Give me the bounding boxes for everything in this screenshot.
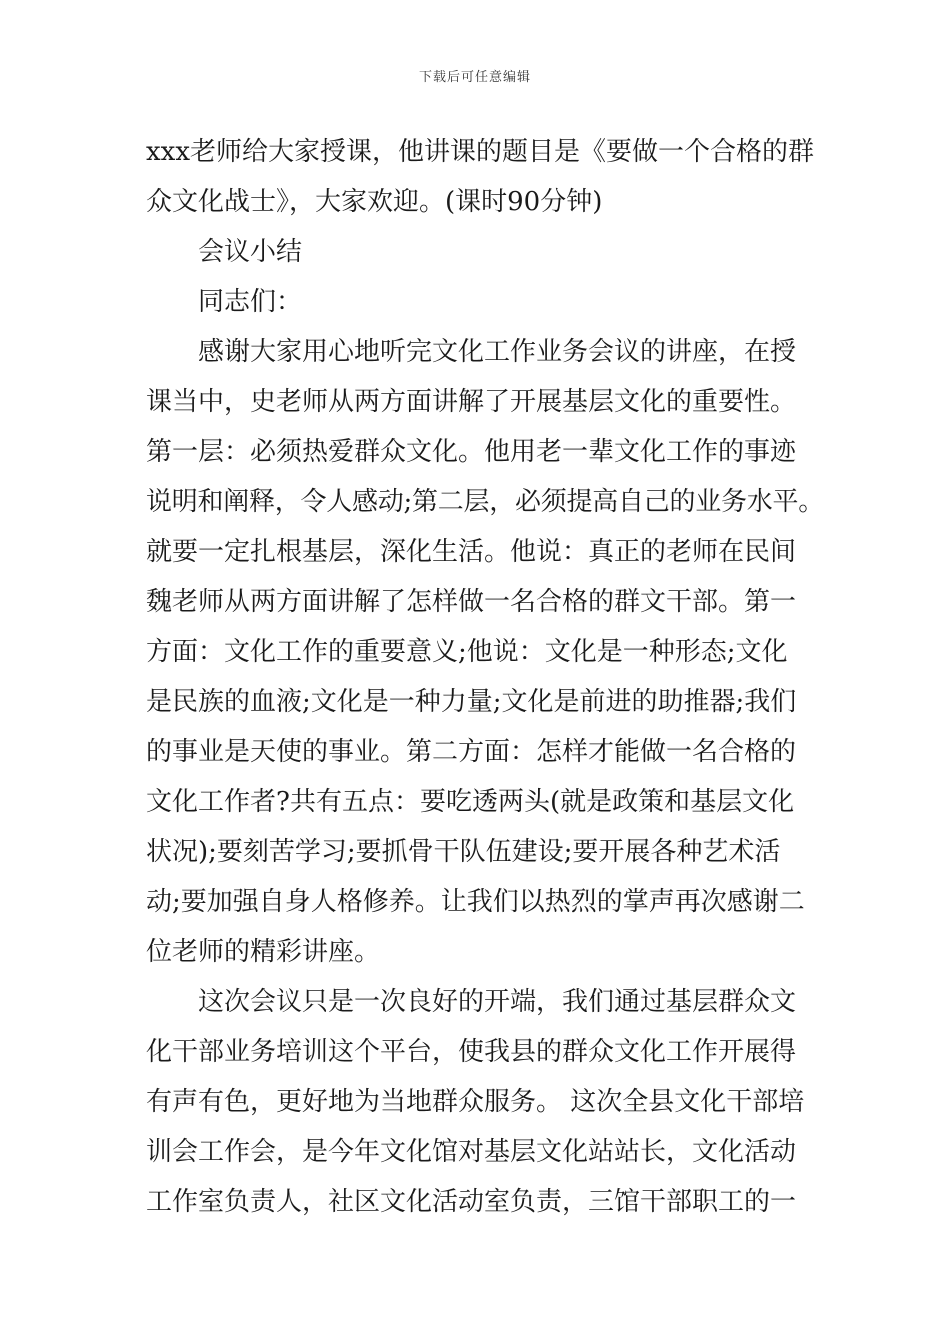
salutation: 同志们： (198, 287, 303, 317)
text-line: xxx老师给大家授课，他讲课的题目是《要做一个合格的群 (146, 137, 814, 167)
text-line: 训会工作会，是今年文化馆对基层文化站站长，文化活动 (146, 1137, 797, 1167)
text-line: 工作室负责人，社区文化活动室负责，三馆干部职工的一 (146, 1187, 797, 1217)
text-line: 位老师的精彩讲座。 (146, 937, 381, 967)
text-line: 有声有色，更好地为当地群众服务。 这次全县文化干部培 (146, 1087, 805, 1117)
text-line: 状况);要刻苦学习;要抓骨干队伍建设;要开展各种艺术活 (146, 837, 781, 867)
text-line: 魏老师从两方面讲解了怎样做一名合格的群文干部。第一 (146, 587, 797, 617)
text-line: 这次会议只是一次良好的开端，我们通过基层群众文 (198, 987, 797, 1017)
page-header: 下载后可任意编辑 (418, 70, 531, 85)
text-line: 是民族的血液;文化是一种力量;文化是前进的助推器;我们 (146, 687, 797, 717)
text-line: 说明和阐释，令人感动;第二层，必须提高自己的业务水平。 (146, 487, 825, 517)
text-line: 文化工作者?共有五点：要吃透两头(就是政策和基层文化 (146, 787, 795, 817)
text-line: 就要一定扎根基层，深化生活。他说：真正的老师在民间 (146, 537, 797, 567)
text-line: 课当中，史老师从两方面讲解了开展基层文化的重要性。 (146, 387, 797, 417)
text-line: 动;要加强自身人格修养。让我们以热烈的掌声再次感谢二 (146, 887, 805, 917)
section-heading: 会议小结 (198, 237, 303, 267)
text-line: 方面：文化工作的重要意义;他说：文化是一种形态;文化 (146, 637, 788, 667)
document-body (146, 127, 826, 1227)
text-line: 化干部业务培训这个平台，使我县的群众文化工作开展得 (146, 1037, 797, 1067)
text-line: 众文化战士》，大家欢迎。(课时90分钟) (146, 187, 603, 217)
text-line: 第一层：必须热爱群众文化。他用老一辈文化工作的事迹 (146, 437, 797, 467)
text-line: 感谢大家用心地听完文化工作业务会议的讲座，在授 (198, 337, 797, 367)
text-line: 的事业是天使的事业。第二方面：怎样才能做一名合格的 (146, 737, 797, 767)
